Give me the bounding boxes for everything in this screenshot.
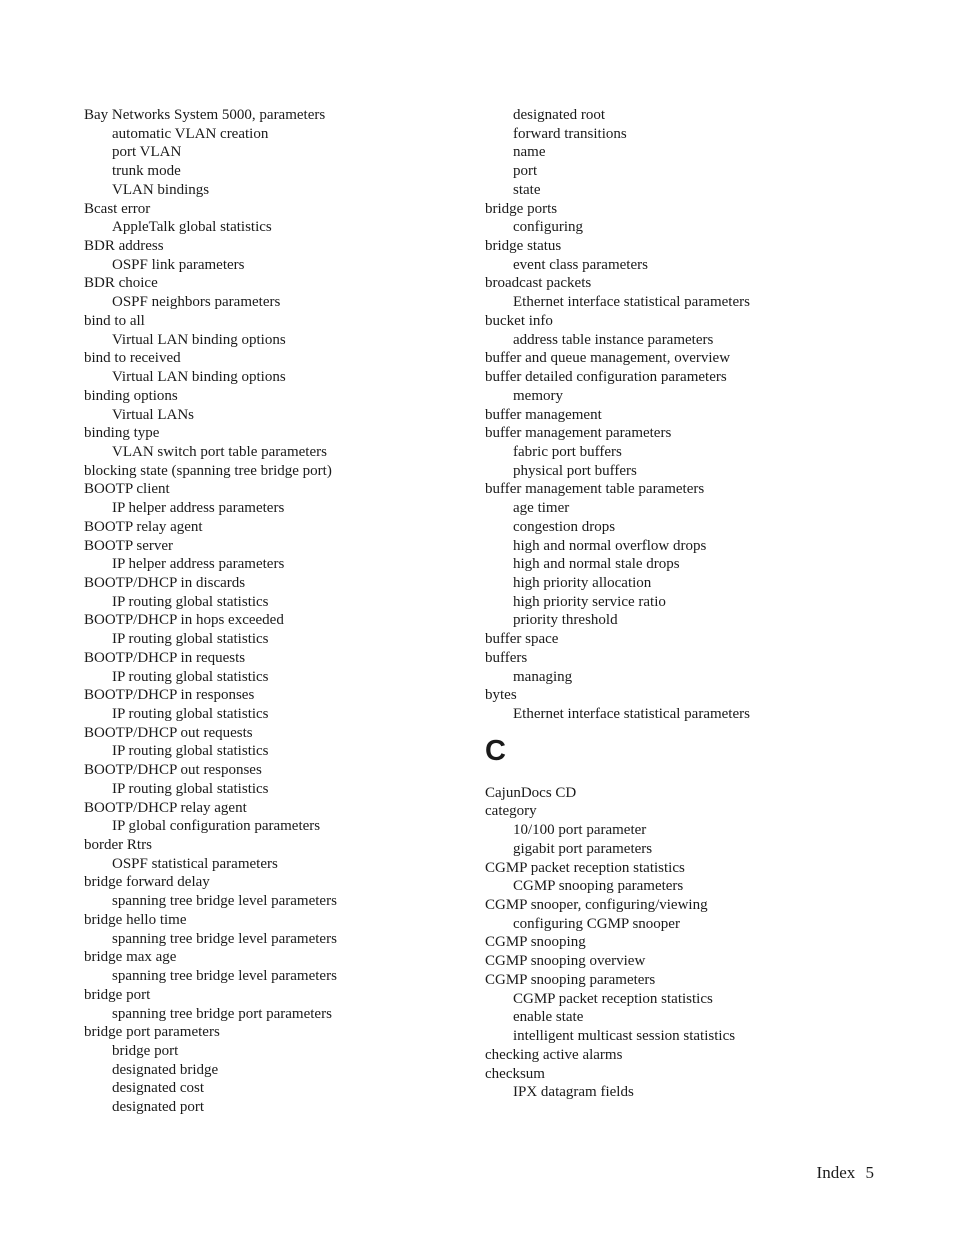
index-entry: BOOTP server bbox=[84, 537, 174, 554]
index-entry: bridge port bbox=[84, 986, 151, 1003]
index-entry: buffer detailed configuration parameters bbox=[485, 369, 727, 386]
index-entry: bridge max age bbox=[84, 949, 177, 966]
index-subentry: IP helper address parameters bbox=[112, 556, 285, 573]
index-subentry: port bbox=[513, 163, 538, 180]
index-entry: binding options bbox=[84, 387, 178, 404]
index-entry: BOOTP relay agent bbox=[84, 518, 203, 535]
index-subentry: VLAN bindings bbox=[112, 181, 210, 198]
index-entry: CGMP snooping overview bbox=[485, 953, 646, 970]
index-entry: CGMP packet reception statistics bbox=[485, 859, 685, 876]
index-subentry: OSPF link parameters bbox=[112, 256, 245, 273]
index-entry: buffer management parameters bbox=[485, 425, 672, 442]
index-subentry: name bbox=[513, 144, 546, 161]
index-entry: BOOTP/DHCP out responses bbox=[84, 762, 262, 779]
index-subentry: port VLAN bbox=[112, 144, 182, 161]
index-subentry: automatic VLAN creation bbox=[112, 125, 269, 142]
index-subentry: trunk mode bbox=[112, 163, 181, 180]
index-subentry: bridge port bbox=[112, 1042, 179, 1059]
index-subentry: memory bbox=[513, 387, 563, 404]
index-subentry: state bbox=[513, 181, 541, 198]
index-subentry: Ethernet interface statistical parameters bbox=[513, 294, 750, 311]
index-subentry: IP routing global statistics bbox=[112, 780, 269, 797]
index-column-right bbox=[485, 106, 885, 1102]
index-entry: bucket info bbox=[485, 312, 553, 329]
index-subentry: enable state bbox=[513, 1009, 584, 1026]
section-heading-c: C bbox=[485, 734, 506, 767]
index-subentry: 10/100 port parameter bbox=[513, 822, 647, 839]
index-entry: binding type bbox=[84, 425, 160, 442]
index-subentry: fabric port buffers bbox=[513, 443, 622, 460]
index-subentry: configuring bbox=[513, 219, 583, 236]
index-subentry: gigabit port parameters bbox=[513, 840, 653, 857]
index-group-b-continued bbox=[485, 106, 885, 724]
index-entry: checksum bbox=[485, 1065, 545, 1082]
index-entry: Bay Networks System 5000, parameters bbox=[84, 107, 326, 123]
index-entry: CGMP snooping bbox=[485, 934, 586, 951]
index-subentry: CGMP packet reception statistics bbox=[513, 990, 713, 1007]
index-entry: BOOTP/DHCP in discards bbox=[84, 574, 246, 591]
index-entry: buffer and queue management, overview bbox=[485, 350, 731, 367]
index-column-left bbox=[84, 106, 464, 1117]
index-entry: bind to received bbox=[84, 350, 181, 367]
index-subentry: Virtual LANs bbox=[112, 406, 195, 423]
index-subentry: forward transitions bbox=[513, 125, 627, 142]
index-subentry: event class parameters bbox=[513, 256, 648, 273]
index-subentry: designated bridge bbox=[112, 1061, 219, 1078]
index-subentry: IP global configuration parameters bbox=[112, 818, 321, 835]
index-entry: BOOTP/DHCP in requests bbox=[84, 649, 246, 666]
index-entry: checking active alarms bbox=[485, 1046, 623, 1063]
index-entry: bind to all bbox=[84, 312, 145, 329]
index-subentry: OSPF statistical parameters bbox=[112, 855, 278, 872]
index-entry: BOOTP client bbox=[84, 481, 170, 498]
index-subentry: OSPF neighbors parameters bbox=[112, 294, 281, 311]
index-entry: BOOTP/DHCP out requests bbox=[84, 724, 253, 741]
index-entry: blocking state (spanning tree bridge port) bbox=[84, 462, 332, 479]
index-entry: buffers bbox=[485, 649, 528, 666]
index-group-c bbox=[485, 784, 885, 1102]
index-subentry: managing bbox=[513, 668, 573, 685]
index-subentry: configuring CGMP snooper bbox=[513, 915, 680, 932]
index-entry: CGMP snooping parameters bbox=[485, 971, 656, 988]
index-subentry: CGMP snooping parameters bbox=[513, 878, 684, 895]
index-entry: BDR address bbox=[84, 238, 164, 255]
index-entry: BOOTP/DHCP relay agent bbox=[84, 799, 247, 816]
index-subentry: IP routing global statistics bbox=[112, 743, 269, 760]
index-subentry: spanning tree bridge level parameters bbox=[112, 893, 337, 910]
page-number: 5 bbox=[865, 1163, 874, 1182]
index-subentry: spanning tree bridge level parameters bbox=[112, 930, 337, 947]
index-entry: BOOTP/DHCP in responses bbox=[84, 687, 255, 704]
index-entry: Bcast error bbox=[84, 200, 151, 217]
index-entry: border Rtrs bbox=[84, 837, 152, 854]
index-subentry: Ethernet interface statistical parameters bbox=[513, 706, 750, 722]
index-entry: bridge status bbox=[485, 238, 562, 255]
index-entry: buffer space bbox=[485, 631, 559, 648]
index-subentry: spanning tree bridge port parameters bbox=[112, 1005, 332, 1022]
index-subentry: Virtual LAN binding options bbox=[112, 369, 286, 386]
index-subentry: priority threshold bbox=[513, 612, 618, 629]
index-subentry: IP helper address parameters bbox=[112, 500, 285, 517]
index-entry: CajunDocs CD bbox=[485, 784, 577, 801]
index-entry: bridge ports bbox=[485, 200, 558, 217]
index-entry: bytes bbox=[485, 687, 517, 704]
index-subentry: AppleTalk global statistics bbox=[112, 219, 272, 236]
index-subentry: address table instance parameters bbox=[513, 331, 714, 348]
index-subentry: IP routing global statistics bbox=[112, 706, 269, 722]
index-entry: buffer management table parameters bbox=[485, 481, 705, 498]
index-subentry: Virtual LAN binding options bbox=[112, 331, 286, 348]
index-entry: bridge forward delay bbox=[84, 874, 210, 891]
index-entry: bridge hello time bbox=[84, 911, 187, 928]
index-subentry: IPX datagram fields bbox=[513, 1084, 634, 1101]
index-subentry: high and normal stale drops bbox=[513, 556, 680, 573]
index-entry: BOOTP/DHCP in hops exceeded bbox=[84, 612, 284, 629]
index-subentry: age timer bbox=[513, 500, 570, 517]
index-entry: category bbox=[485, 803, 537, 820]
index-entry: BDR choice bbox=[84, 275, 158, 292]
index-subentry: spanning tree bridge level parameters bbox=[112, 968, 337, 985]
index-subentry: designated root bbox=[513, 107, 606, 123]
index-subentry: VLAN switch port table parameters bbox=[112, 443, 327, 460]
index-subentry: IP routing global statistics bbox=[112, 593, 269, 610]
index-entry: bridge port parameters bbox=[84, 1024, 220, 1041]
index-subentry: designated cost bbox=[112, 1080, 205, 1097]
index-subentry: high priority allocation bbox=[513, 574, 652, 591]
index-subentry: IP routing global statistics bbox=[112, 668, 269, 685]
footer-label: Index bbox=[816, 1163, 856, 1182]
index-entry: buffer management bbox=[485, 406, 602, 423]
index-subentry: intelligent multicast session statistics bbox=[513, 1028, 736, 1045]
index-entry: broadcast packets bbox=[485, 275, 592, 292]
index-subentry: designated port bbox=[112, 1099, 205, 1116]
page-footer bbox=[817, 1163, 874, 1183]
index-subentry: congestion drops bbox=[513, 518, 616, 535]
index-subentry: IP routing global statistics bbox=[112, 631, 269, 648]
index-subentry: high and normal overflow drops bbox=[513, 537, 707, 554]
index-subentry: high priority service ratio bbox=[513, 593, 666, 610]
index-subentry: physical port buffers bbox=[513, 462, 637, 479]
index-entry: CGMP snooper, configuring/viewing bbox=[485, 897, 708, 914]
